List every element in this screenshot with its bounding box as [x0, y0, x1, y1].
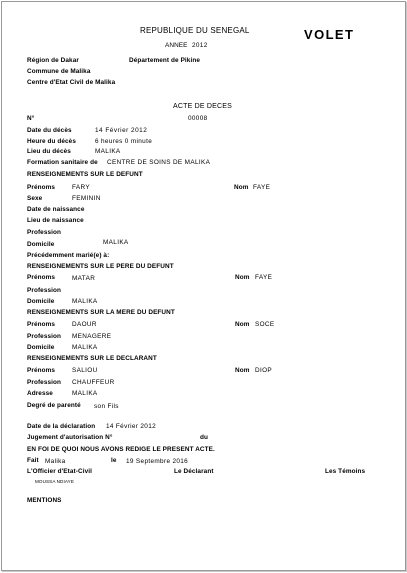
volet-title: VOLET [304, 27, 355, 42]
facility-label: Formation sanitaire de [27, 159, 98, 166]
defunt-nom-label: Nom [234, 184, 249, 191]
fait-date: 19 Septembre 2016 [126, 458, 189, 465]
declarant-section: RENSEIGNEMENTS SUR LE DECLARANT [27, 355, 157, 362]
jugement-label: Jugement d'autorisation N° [27, 434, 113, 441]
act-title: ACTE DE DECES [173, 103, 232, 110]
declaration-date-value: 14 Février 2012 [106, 423, 157, 430]
department-label: Département de Pikine [129, 57, 200, 64]
defunt-married-label: Précédemment marié(e) à: [27, 252, 110, 259]
act-number-value: 00008 [188, 115, 208, 122]
mere-domicile-label: Domicile [27, 344, 55, 351]
fait-label: Fait [27, 457, 39, 464]
declarant-profession-value: CHAUFFEUR [72, 379, 115, 386]
officier-name: MOUSSA NDIAYE [35, 479, 74, 484]
death-date-value: 14 Février 2012 [95, 127, 148, 134]
defunt-domicile-value: MALIKA [103, 239, 129, 246]
defunt-profession-label: Profession [27, 229, 62, 236]
defunt-prenoms-label: Prénoms [27, 184, 56, 191]
declarant-adresse-label: Adresse [27, 390, 53, 397]
defunt-section: RENSEIGNEMENTS SUR LE DEFUNT [27, 171, 143, 178]
defunt-sexe-label: Sexe [27, 195, 43, 202]
mere-prenoms-value: DAOUR [72, 321, 97, 328]
region-label: Région de Dakar [27, 57, 79, 64]
commune-label: Commune de Malika [27, 68, 91, 75]
pere-section: RENSEIGNEMENTS SUR LE PERE DU DEFUNT [27, 263, 174, 270]
mere-domicile-value: MALIKA [72, 344, 98, 351]
declarant-parente-label: Degré de parenté [27, 402, 81, 409]
pere-prenoms-value: MATAR [72, 275, 96, 282]
year-label: ANNEE [165, 42, 188, 49]
declarant-parente-value: son Fils [94, 403, 119, 410]
mere-nom-value: SOCE [255, 321, 275, 328]
facility-value: CENTRE DE SOINS DE MALIKA [107, 159, 211, 166]
fait-value: Malika [45, 458, 66, 465]
death-place-value: MALIKA [95, 148, 121, 155]
mere-profession-label: Profession [27, 333, 62, 340]
defunt-birth-date-label: Date de naissance [27, 206, 85, 213]
jugement-du-label: du [200, 434, 209, 441]
mere-section: RENSEIGNEMENTS SUR LA MERE DU DEFUNT [27, 309, 175, 316]
act-number-label: N° [27, 115, 35, 122]
pere-profession-label: Profession [27, 287, 62, 294]
declarant-nom-value: DIOP [255, 367, 273, 374]
year-value: 2012 [192, 42, 208, 49]
mere-nom-label: Nom [235, 321, 250, 328]
foi-text: EN FOI DE QUOI NOUS AVONS REDIGE LE PRESENT ACTE. [27, 446, 215, 453]
defunt-sexe-value: FEMININ [72, 195, 101, 202]
pere-nom-value: FAYE [255, 274, 273, 281]
declarant-signature-label: Le Déclarant [174, 468, 214, 475]
declarant-adresse-value: MALIKA [72, 390, 98, 397]
centre-label: Centre d'Etat Civil de Malika [27, 79, 116, 86]
declaration-date-label: Date de la déclaration [27, 423, 96, 430]
death-place-label: Lieu du décès [27, 148, 71, 155]
declarant-nom-label: Nom [235, 367, 250, 374]
death-time-label: Heure du décès [27, 138, 76, 145]
mere-prenoms-label: Prénoms [27, 321, 56, 328]
country-title: REPUBLIQUE DU SENEGAL [140, 26, 250, 35]
mentions-label: MENTIONS [27, 497, 62, 504]
defunt-prenoms-value: FARY [72, 184, 90, 191]
declarant-prenoms-label: Prénoms [27, 367, 56, 374]
defunt-nom-value: FAYE [253, 184, 271, 191]
temoins-label: Les Témoins [325, 468, 366, 475]
death-time-value: 6 heures 0 minute [95, 138, 153, 145]
defunt-domicile-label: Domicile [27, 241, 55, 248]
pere-domicile-value: MALIKA [72, 298, 98, 305]
officier-label: L'Officier d'Etat-Civil [27, 468, 92, 475]
fait-le-label: le [111, 457, 117, 464]
mere-profession-value: MENAGERE [72, 333, 112, 340]
document-page [1, 1, 406, 571]
pere-nom-label: Nom [235, 274, 250, 281]
defunt-birth-place-label: Lieu de naissance [27, 217, 84, 224]
pere-domicile-label: Domicile [27, 298, 55, 305]
declarant-prenoms-value: SALIOU [72, 367, 98, 374]
pere-prenoms-label: Prénoms [27, 274, 56, 281]
death-date-label: Date du décès [27, 127, 72, 134]
declarant-profession-label: Profession [27, 379, 62, 386]
